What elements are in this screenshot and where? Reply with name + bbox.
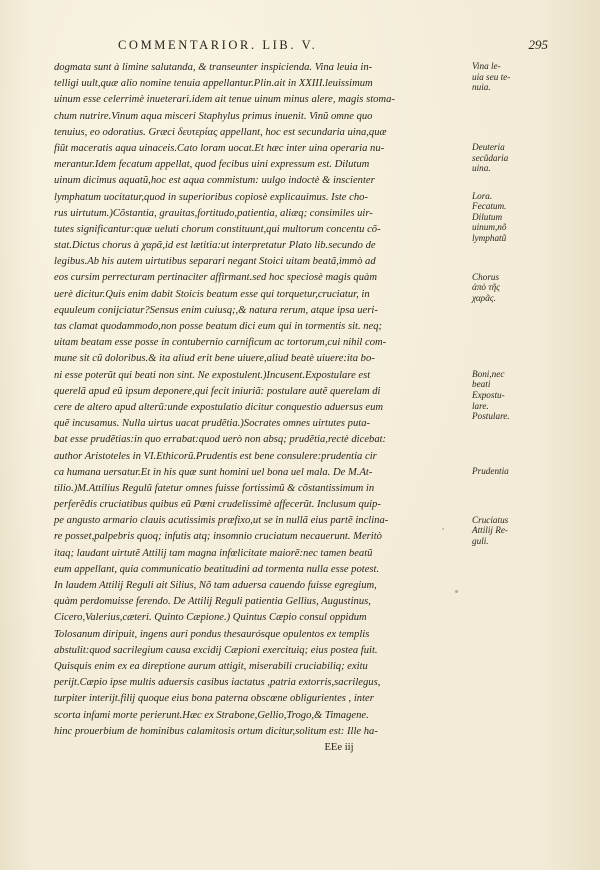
margin-note-line: Lora.	[472, 190, 493, 201]
margin-note-line: Postulare.	[472, 411, 510, 422]
text-line: quẽ incusamus. Nulla uirtus uacat prudẽtia.)Socrates omnes uirtutes puta-	[54, 418, 371, 430]
text-line: author Aristoteles in VI.Ethicorũ.Prudentis est bene consulere:prudentia cir	[54, 450, 377, 462]
margin-note-line: lymphatũ	[472, 232, 507, 243]
margin-note-line: guli.	[472, 535, 489, 546]
margin-note	[472, 191, 506, 244]
running-title: COMMENTARIOR. LIB. V.	[118, 38, 318, 52]
text-line: scorta infami morte perierunt.Hæc ex Strabone,Gellio,Trogo,& Timagene.	[54, 709, 369, 721]
text-line: tutes significantur:quæ ueluti chorum constituunt,qui multorum concentu cõ-	[54, 223, 381, 235]
margin-note-line: ἀπὸ τῆς	[472, 282, 500, 293]
margin-note-line: Boni,nec	[472, 368, 505, 379]
text-line: dogmata sunt à limine salutanda, & transeunter inspicienda. Vina leuia in-	[54, 62, 373, 73]
margin-note-line: Cruciatus	[472, 514, 509, 525]
text-line: uitam beatam esse posse in contubernio carnificum ac tortorum,cui nihil com-	[54, 337, 387, 349]
text-line: equuleum conijciatur?Sensus enim cuiusq;,& natura rerum, atque ipsa ueri-	[54, 304, 378, 316]
text-line: ni esse poterũt qui beati non sint. Ne expostulent.)Incusent.Expostulare est	[54, 369, 371, 381]
margin-note-line: Attilij Re-	[472, 525, 508, 536]
text-line: turpiter interijt.filij quoque eius bona paterna obscœne obligurientes , inter	[54, 693, 374, 705]
margin-note	[472, 61, 510, 93]
text-line: perijt.Cæpio ipse multis aduersis casibus iactatus ,patria extorris,sacrilegus,	[54, 677, 381, 689]
margin-note-line: Expostu-	[472, 389, 505, 400]
text-line: tenuius, eo odoratius. Græci δευτερίας appellant, hoc est secundaria uina,quæ	[54, 126, 387, 138]
text-line: uinum dicimus aquatũ,hoc est aqua commistum: uulgo indoctè & inscienter	[54, 175, 375, 187]
signature-mark: EEe iij	[324, 741, 354, 753]
text-line: tilio.)M.Attilius Regulũ fatetur omnes fuisse fortissimũ & cõstantissimum in	[54, 482, 375, 494]
margin-note	[472, 466, 509, 477]
text-line: cere de altero apud alterũ:unde expostulatio dicitur conquestio aduersus eum	[54, 401, 384, 413]
text-line: eum appellant, quia communicatio beatitudini ad tormenta nulla esse potest.	[54, 563, 380, 575]
text-line: Quisquis enim ex ea direptione aurum attigit, miserabili cruciabiliq; exitu	[54, 660, 368, 672]
text-line: rus uirtutum.)Cõstantia, grauitas,fortitudo,patientia, aliæq; consimiles uir-	[54, 207, 373, 219]
text-line: ca humana uersatur.Et in his quæ sunt homini uel bona uel mala. De M.At-	[54, 466, 373, 478]
margin-note-line: uinum,nõ	[472, 222, 507, 233]
margin-note-line: Dilutum	[472, 211, 503, 222]
text-line: chum nutrire.Vinum aqua misceri Staphylus primus inuenit. Vinũ omne quo	[54, 110, 373, 122]
text-line: uerè dicitur.Quis enim dabit Stoicis beatum esse qui torquetur,cruciatur, in	[54, 288, 370, 300]
text-line: lymphatum uocitatur,quod in superioribus copiosè explicauimus. Iste cho-	[54, 191, 368, 203]
margin-note-line: Vina le-	[472, 61, 501, 71]
margin-note-line: nuia.	[472, 82, 491, 93]
text-line: pe angusto armario clauis acutissimis præfixo,ut se in nullã eius partẽ inclina-	[54, 515, 389, 527]
commentary-text	[54, 60, 464, 756]
text-line: quàm perdomuisse ferendo. De Attilij Reguli patientia Gellius, Augustinus,	[54, 596, 371, 608]
text-line: telligi uult,quæ alio nomine tenuia appellantur.Plin.ait in XXIII.leuissimum	[54, 78, 373, 90]
margin-note-line: lare.	[472, 400, 489, 411]
text-line: re posset,palpebris quoq; infutis atq; insomnio cruciatum necauerunt. Meritò	[54, 531, 382, 543]
folio-number: 295	[528, 37, 548, 52]
margin-note-line: secũdaria	[472, 152, 509, 163]
margin-note-line: uina.	[472, 163, 491, 174]
text-line: perferẽdis cruciatibus quibus eũ Pœni crudelissimè affecerũt. Inclusum quip-	[54, 499, 381, 511]
text-line: fiũt maceratis aqua uinaceis.Cato loram uocat.Et hæc inter uina operaria nu-	[54, 142, 385, 154]
text-line: stat.Dictus chorus à χαρᾶ,id est lætitia:ut interpretatur Plato lib.secundo de	[54, 240, 376, 252]
margin-note-line: Prudentia	[472, 466, 509, 476]
margin-note	[472, 272, 500, 304]
text-line: bat esse prudẽtias:in quo errabat:quod uerò non absq; prudẽtia,rectè dicebat:	[54, 434, 387, 446]
text-line: merantur.Idem fecatum appellat, quod fecibus uini expressum est. Dilutum	[54, 159, 370, 171]
text-line: itaq; laudant uirtutẽ Attilij tam magna infœlicitate maiorẽ:nec tamen beatũ	[54, 547, 373, 559]
text-line: In laudem Attilij Reguli ait Silius, Nõ tam aduersa cauendo fuisse egregium,	[54, 580, 377, 591]
margin-note	[472, 515, 508, 547]
text-line: querelã apud eũ ipsum deponere,qui fecit iniuriã: postulare autẽ querelam di	[54, 385, 381, 397]
text-line: Tolosanum diripuit, ingens auri pondus thesaurósque opulentos ex templis	[54, 628, 370, 640]
text-line: tas clamat quodammodo,non posse beatum dici eum qui in tormentis sit. neq;	[54, 321, 383, 332]
margin-note-line: χαρᾶς.	[472, 292, 496, 303]
text-line: Cicero,Valerius,cæteri. Quinto Cæpione.) Quintus Cæpio consul oppidum	[54, 612, 367, 624]
margin-note-line: beati	[472, 379, 491, 390]
margin-note-line: Deuteria	[472, 142, 505, 152]
margin-note-line: Fecatum.	[472, 201, 507, 212]
text-line: eos cursim perrecturam pertinaciter affirmant.sed hoc speciosè magis quàm	[54, 272, 377, 284]
text-line: uinum esse celerrimè inueterari.idem ait tenue uinum minus alere, magis stoma-	[54, 94, 395, 106]
margin-note-line: Chorus	[472, 271, 500, 282]
page-header	[118, 37, 548, 56]
text-line: legibus.Ab his autem uirtutibus separari negant Stoici uitam beatã,immò ad	[54, 256, 376, 268]
margin-note-line: uia seu te-	[472, 71, 511, 82]
margin-note	[472, 142, 508, 174]
margin-note	[472, 369, 510, 422]
text-line: mune sit cũ doloribus.& ita aliud erit bene uiuere,aliud beatè uiuere:ita bo-	[54, 353, 375, 365]
text-line: hinc prouerbium de hominibus calamitosis ortum dicitur,solitum est: Ille ha-	[54, 725, 378, 737]
text-line: abstulit:quod sacrilegium causa excidij Cæpioni exercituiq; eius postea fuit.	[54, 644, 378, 656]
